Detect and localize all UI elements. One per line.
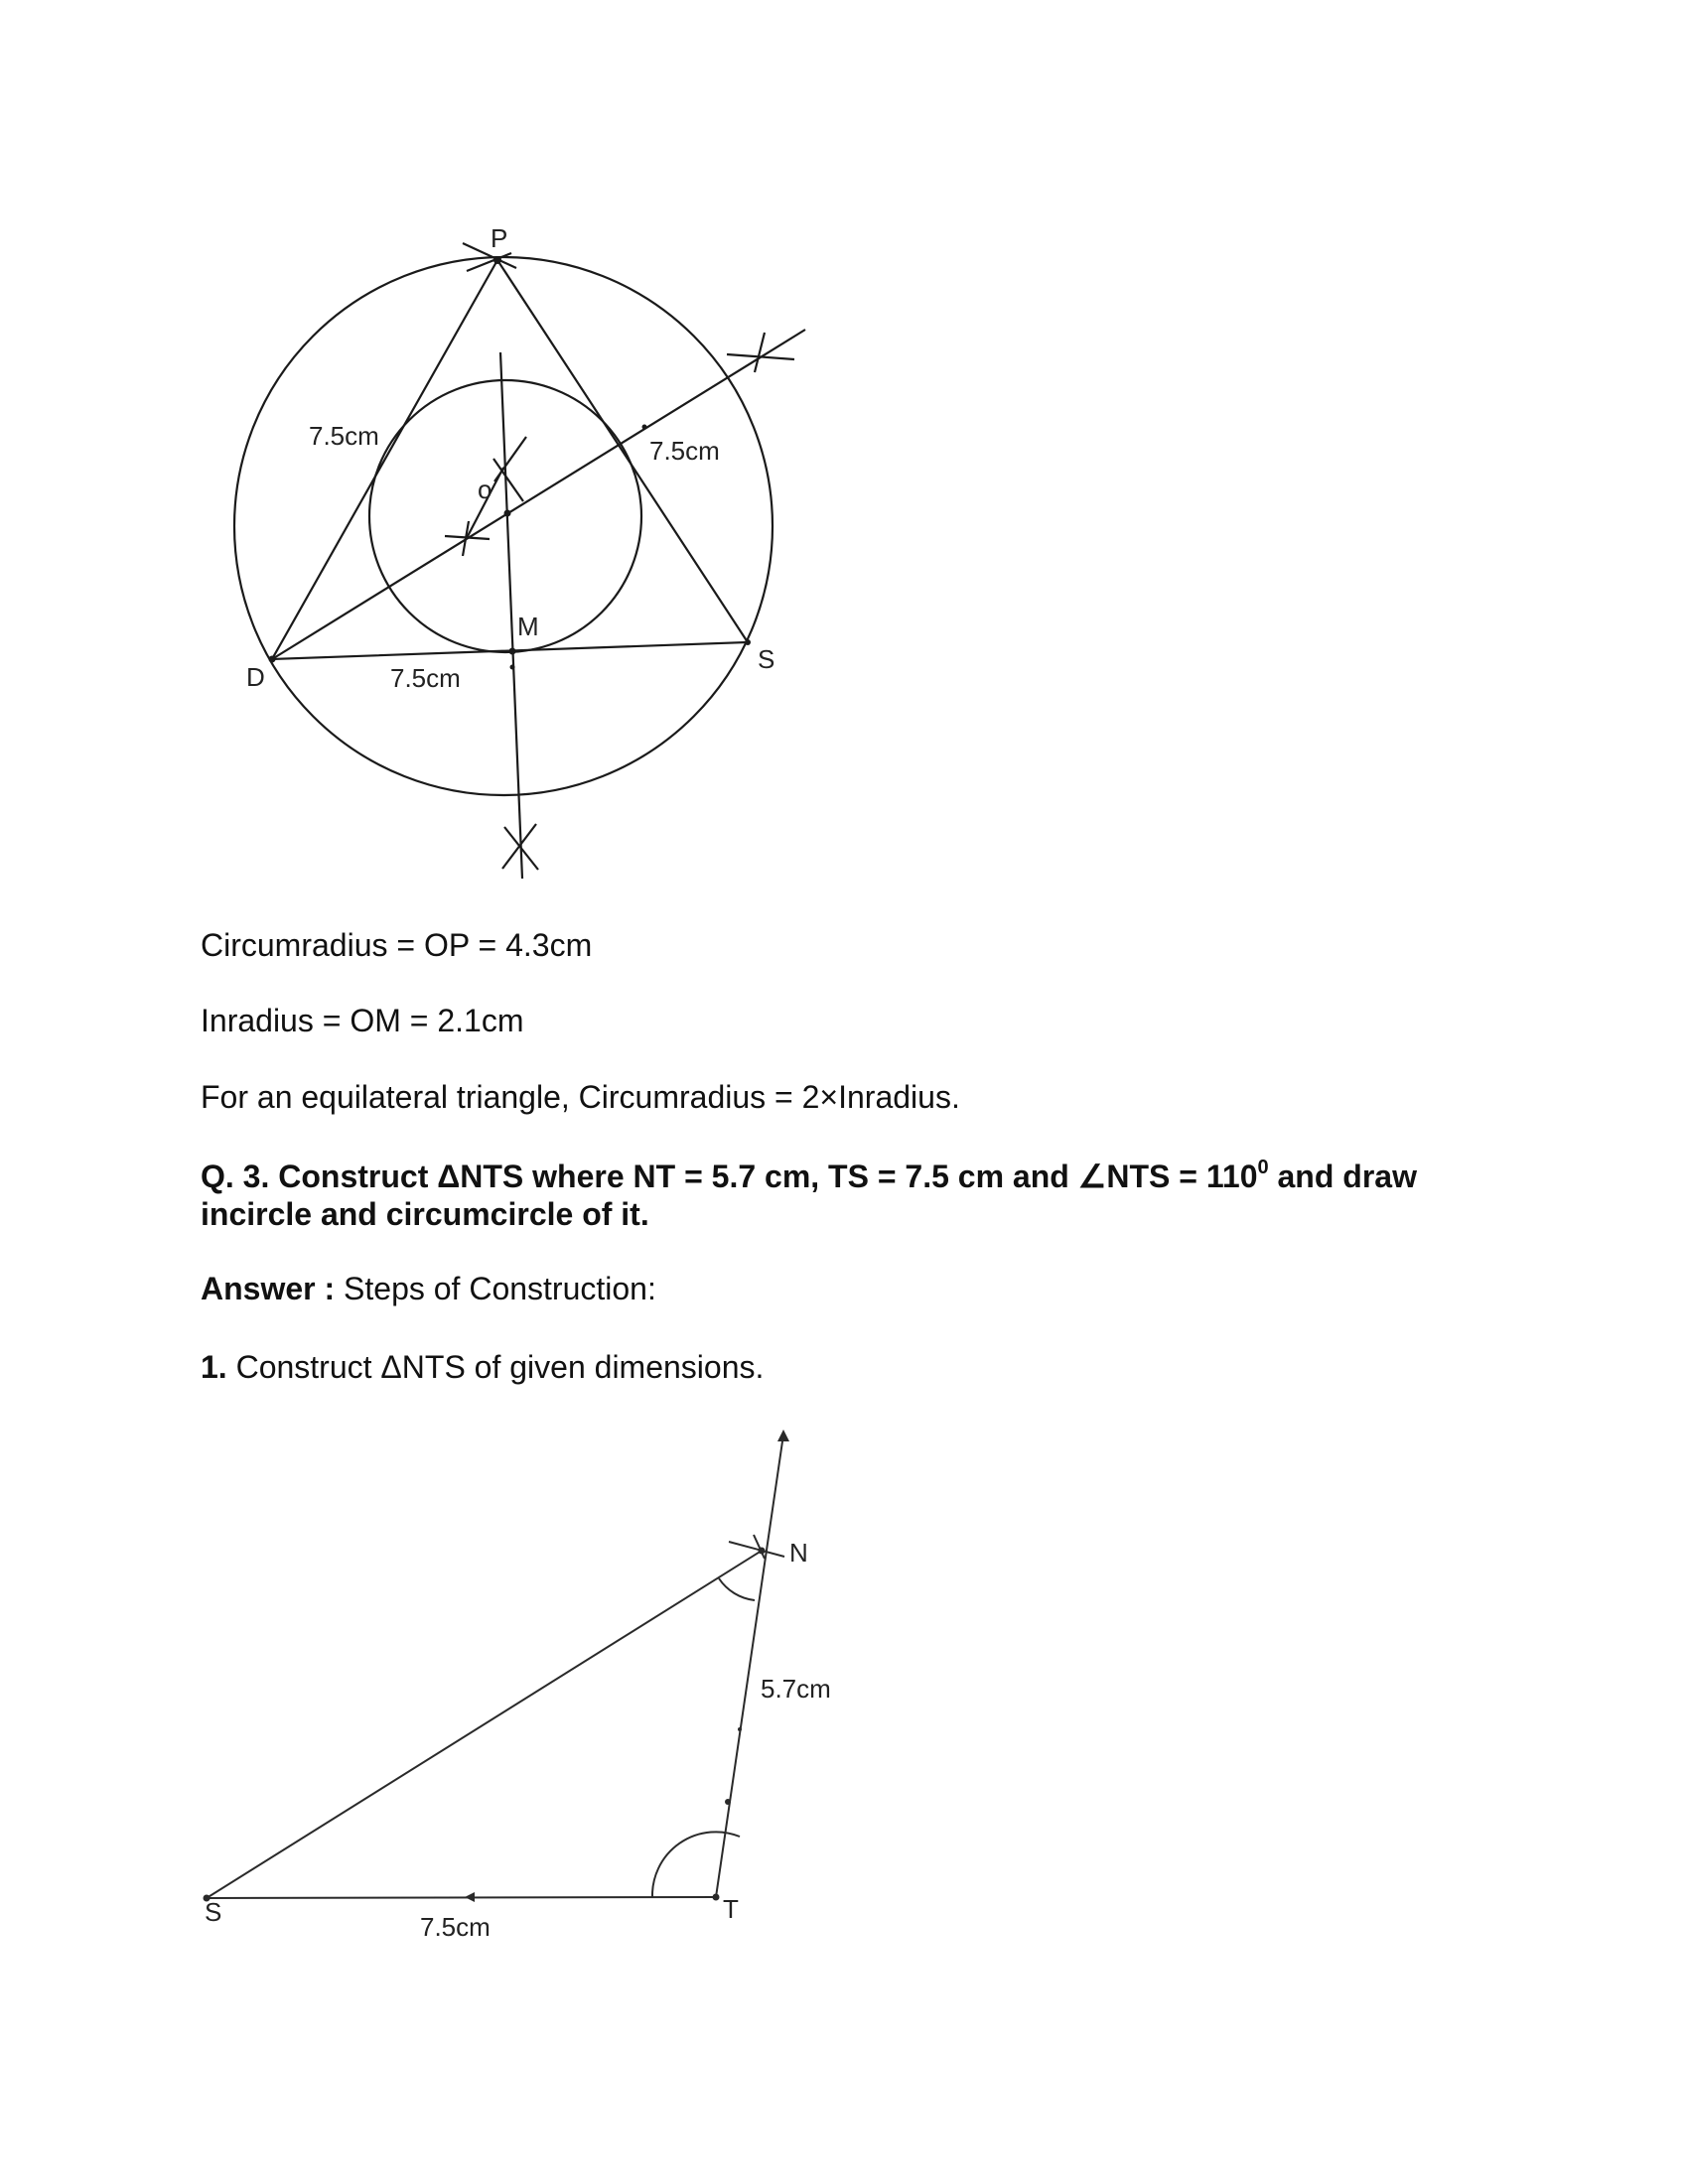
label-side-DS: 7.5cm bbox=[390, 663, 461, 693]
step-number: 1. bbox=[201, 1349, 227, 1385]
side-SN bbox=[207, 1551, 762, 1898]
label-O: o bbox=[478, 475, 492, 504]
answer-label: Answer : bbox=[201, 1271, 336, 1306]
label-side-TS: 7.5cm bbox=[420, 1912, 491, 1942]
angle-arc-N bbox=[719, 1578, 755, 1600]
label-side-DP: 7.5cm bbox=[309, 421, 379, 451]
label-N: N bbox=[789, 1538, 808, 1568]
degree-superscript: 0 bbox=[1257, 1157, 1269, 1179]
label-side-PS: 7.5cm bbox=[649, 436, 720, 466]
equilateral-note: For an equilateral triangle, Circumradius = 2×Inradius. bbox=[201, 1079, 960, 1115]
angle-arc-T bbox=[652, 1832, 740, 1897]
circumradius-text: Circumradius = OP = 4.3cm bbox=[201, 927, 593, 963]
question-text-part2: and draw incircle and circumcircle of it. bbox=[201, 1159, 1417, 1232]
ray-TN bbox=[716, 1434, 783, 1897]
side-ST bbox=[207, 1897, 716, 1898]
answer-text: Steps of Construction: bbox=[335, 1271, 656, 1306]
label-M: M bbox=[517, 612, 539, 641]
label-P: P bbox=[491, 223, 508, 253]
label-T: T bbox=[723, 1894, 739, 1924]
label-S: S bbox=[758, 644, 775, 674]
label-D: D bbox=[246, 662, 265, 692]
step-text: Construct ΔNTS of given dimensions. bbox=[226, 1349, 765, 1385]
question-text-part1: Q. 3. Construct ΔNTS where NT = 5.7 cm, TS = 7.5 cm and ∠NTS = 110 bbox=[201, 1159, 1258, 1194]
label-side-NT: 5.7cm bbox=[761, 1674, 831, 1704]
label-S2: S bbox=[205, 1897, 222, 1927]
inradius-text: Inradius = OM = 2.1cm bbox=[201, 1003, 524, 1038]
